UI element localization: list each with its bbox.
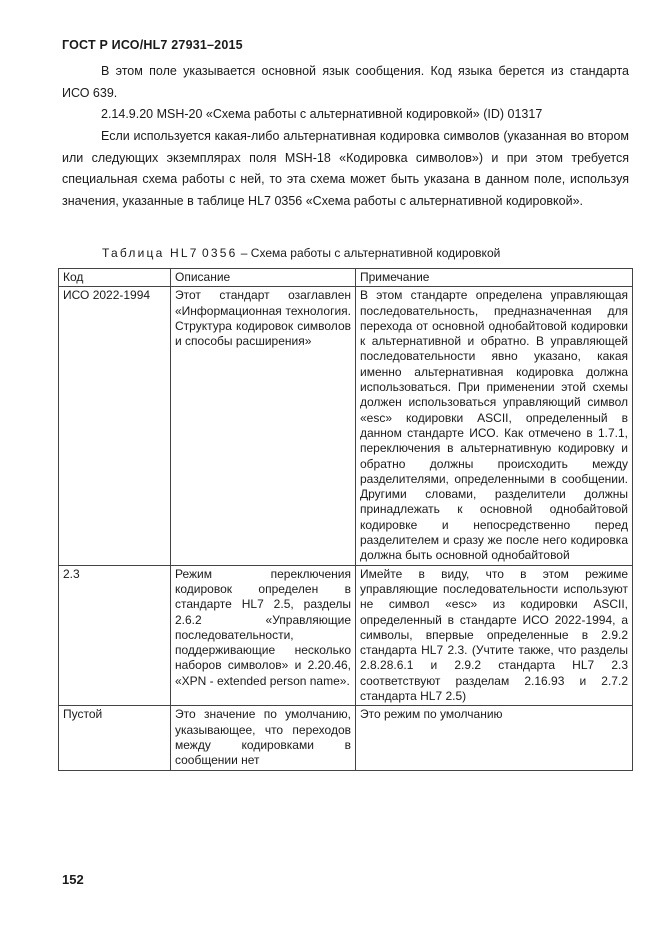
section-heading-msh-20: 2.14.9.20 MSH-20 «Схема работы с альтернативной кодировкой» (ID) 01317: [101, 107, 543, 121]
table-header-row: [59, 269, 633, 287]
table-caption-text: – Схема работы с альтернативной кодировкой: [240, 246, 501, 260]
page-number: 152: [62, 872, 84, 887]
cell-note: Имейте в виду, что в этом режиме управляющие последовательности используют не символ «esc» из кодировки ASCII, определенный в стандарте ИСО 2022-1994, а символы, впервые определенные в 2.9.2 стандарта HL7 2.3. (Учтите также, что разделы 2.8.28.6.1 и 2.9.2 стандарта HL7 2.3 соответствуют разделам 2.16.93 и 2.7.2 стандарта HL7 2.5): [356, 565, 633, 706]
cell-description: Этот стандарт озаглавлен «Информационная технология. Структура кодировок символов и способы расширения»: [171, 287, 356, 565]
table-caption-label: Таблица HL7: [102, 246, 199, 260]
paragraph-alt-encoding: Если используется какая-либо альтернативная кодировка символов (указанная во втором или следующих экземплярах поля MSH-18 «Кодировка символов») и при этом требуется специальная схема работы с ней, то эта схема может быть указана в данном поле, используя значения, указанные в таблице HL7 0356 «Схема работы с альтернативной кодировкой».: [62, 129, 629, 208]
table-row: [59, 706, 633, 770]
document-header: ГОСТ Р ИСО/HL7 27931–2015: [62, 38, 243, 52]
cell-code: ИСО 2022-1994: [59, 287, 171, 565]
table-row: [59, 287, 633, 565]
column-header-description: Описание: [171, 269, 356, 287]
cell-description: Это значение по умолчанию, указывающее, что переходов между кодировками в сообщении нет: [171, 706, 356, 770]
cell-description: Режим переключения кодировок определен в стандарте HL7 2.5, разделы 2.6.2 «Управляющие последовательности, поддерживающие несколько наборов символов» и 2.20.46, «XPN - extended person name».: [171, 565, 356, 706]
table-caption: [102, 246, 500, 260]
column-header-code: Код: [59, 269, 171, 287]
cell-note: В этом стандарте определена управляющая последовательность, предназначенная для перехода от основной однобайтовой кодировки к альтернативной и обратно. В управляющей последовательности явно указано, какая именно альтернативная кодировка должна использоваться. При применении этой схемы должен использоваться управляющий символ «esc» кодировки ASCII, определенный в данном стандарте ИСО. Как отмечено в 1.7.1, переключения в альтернативную кодировку и обратно должны происходить между разделителями, определенными в сообщении. Другими словами, разделители должны принадлежать к основной однобайтовой кодировке и непосредственно перед разделителем и сразу же после него кодировка должна быть основной однобайтовой: [356, 287, 633, 565]
cell-code: 2.3: [59, 565, 171, 706]
paragraph-language: В этом поле указывается основной язык сообщения. Код языка берется из стандарта ИСО 639.: [62, 64, 629, 100]
table-caption-number: 0356: [201, 246, 238, 260]
encoding-scheme-table: [58, 268, 633, 771]
cell-code: Пустой: [59, 706, 171, 770]
cell-note: Это режим по умолчанию: [356, 706, 633, 770]
column-header-note: Примечание: [356, 269, 633, 287]
table-row: [59, 565, 633, 706]
